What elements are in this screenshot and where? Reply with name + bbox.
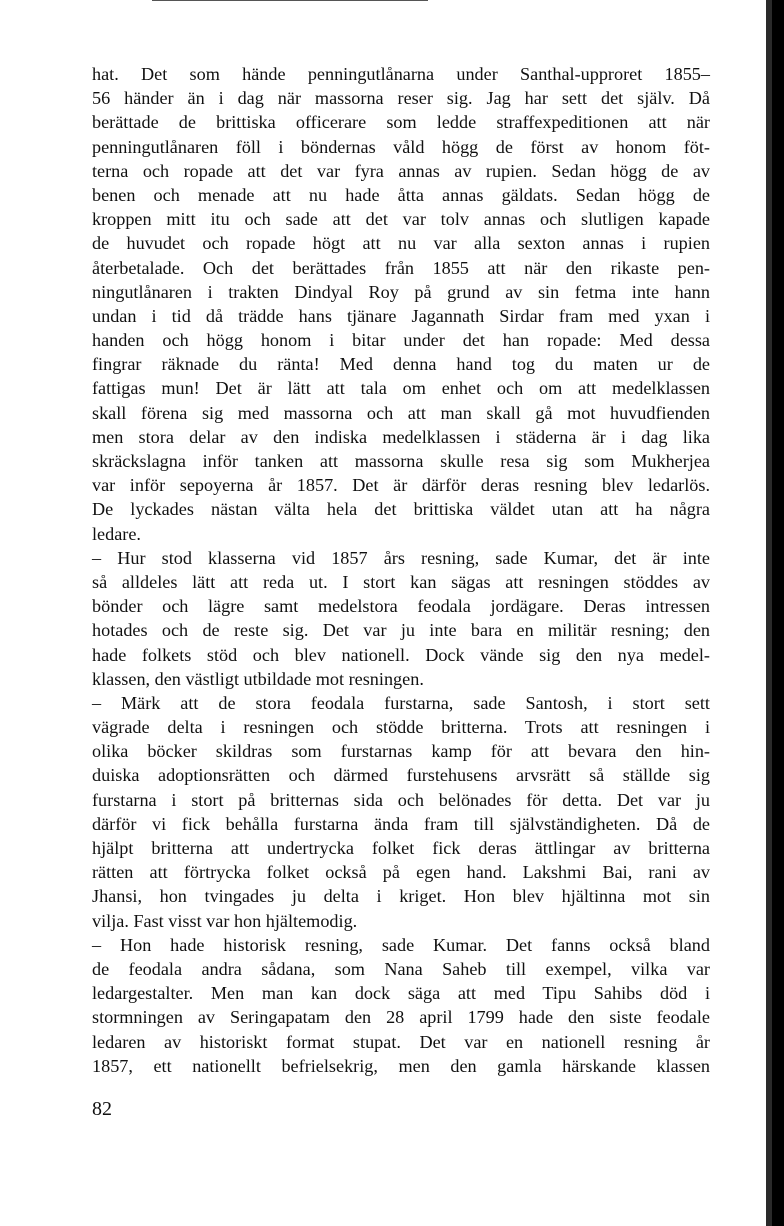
text-line: hat. Det som hände penningutlånarna under Santhal-upproret 1855– — [92, 64, 710, 84]
text-line: duiska adoptionsrätten och därmed furstehusens arvsrätt så ställde sig — [92, 765, 710, 786]
text-line: hjälpt britterna att undertrycka folket fick deras ättlingar av britterna — [92, 838, 710, 858]
text-line: fattigas mun! Det är lätt att tala om enhet och om att medelklassen — [92, 378, 710, 399]
text-line: 56 händer än i dag när massorna reser sig. Jag har sett det själv. Då — [92, 88, 710, 109]
text-line: stormningen av Seringapatam den 28 april 1799 hade den siste feodale — [92, 1007, 710, 1028]
text-line: de feodala andra sådana, som Nana Saheb till exempel, vilka var — [92, 958, 710, 979]
text-line: bönder och lägre samt medelstora feodala jordägare. Deras intressen — [92, 596, 710, 617]
text-line: – Hur stod klasserna vid 1857 års resning, sade Kumar, det är inte — [92, 547, 710, 568]
text-line: vilja. Fast visst var hon hjältemodig. — [92, 910, 358, 931]
text-line: – Märk att de stora feodala furstarna, sade Santosh, i stort sett — [92, 692, 710, 713]
text-line: 1857, ett nationellt befrielsekrig, men den gamla härskande klassen — [92, 1055, 710, 1076]
text-line: skall förena sig med massorna och att man skall gå mot huvudfienden — [92, 402, 710, 423]
text-line: furstarna i stort på britternas sida och belönades för detta. Det var ju — [92, 789, 710, 810]
text-line: fingrar räknade du ränta! Med denna hand tog du maten ur de — [92, 354, 710, 375]
text-line: ningutlånaren i trakten Dindyal Roy på grund av sin fetma inte hann — [92, 281, 710, 302]
text-line: ledargestalter. Men man kan dock säga att med Tipu Sahibs död i — [92, 983, 710, 1004]
text-line: undan i tid då trädde hans tjänare Jagannath Sirdar fram med yxan i — [92, 305, 710, 326]
text-line: Jhansi, hon tvingades ju delta i kriget. Hon blev hjältinna mot sin — [92, 886, 710, 907]
text-line: olika böcker skildras som furstarnas kamp för att bevara den hin- — [92, 741, 710, 762]
scan-edge — [772, 0, 784, 1226]
text-line: återbetalade. Och det berättades från 1855 att när den rikaste pen- — [92, 257, 710, 278]
page-body-text — [92, 62, 710, 1078]
text-line: hade folkets stöd och blev nationell. Dock vände sig den nya medel- — [92, 644, 710, 665]
page-number: 82 — [92, 1098, 112, 1120]
text-line: berättade de brittiska officerare som ledde straffexpeditionen att när — [92, 112, 710, 133]
text-line: terna och ropade att det var fyra annas av rupien. Sedan högg de av — [92, 160, 710, 181]
text-line: rätten att förtrycka folket också på egen hand. Lakshmi Bai, rani av — [92, 862, 710, 883]
text-line: men stora delar av den indiska medelklassen i städerna är i dag lika — [92, 426, 710, 447]
text-line: ledare. — [92, 523, 141, 544]
text-line: de huvudet och ropade högt att nu var alla sexton annas i rupien — [92, 233, 710, 254]
text-line: penningutlånaren föll i böndernas våld högg de först av honom föt- — [92, 136, 710, 157]
text-line: hotades och de reste sig. Det var ju inte bara en militär resning; den — [92, 620, 710, 641]
text-line: handen och högg honom i bitar under det han ropade: Med dessa — [92, 330, 710, 351]
text-line: skräckslagna inför tanken att massorna skulle resa sig som Mukherjea — [92, 451, 710, 471]
scan-top-rule — [152, 0, 428, 1]
text-line: ledaren av historiskt format stupat. Det var en nationell resning år — [92, 1031, 710, 1052]
text-line: vägrade delta i resningen och stödde britterna. Trots att resningen i — [92, 717, 710, 738]
text-line: – Hon hade historisk resning, sade Kumar. Det fanns också bland — [92, 934, 710, 955]
text-line: därför vi fick behålla furstarna ända fram till självständigheten. Då de — [92, 813, 710, 834]
text-line: benen och menade att nu hade åtta annas gäldats. Sedan högg de — [92, 184, 710, 205]
text-line: var inför sepoyerna år 1857. Det är därför deras resning blev ledarlös. — [92, 475, 710, 496]
text-line: De lyckades nästan välta hela det brittiska väldet utan att ha några — [92, 499, 710, 520]
text-line: så alldeles lätt att reda ut. I stort kan sägas att resningen stöddes av — [92, 571, 710, 592]
text-line: kroppen mitt itu och sade att det var tolv annas och slutligen kapade — [92, 209, 710, 230]
text-line: klassen, den västligt utbildade mot resningen. — [92, 668, 424, 689]
